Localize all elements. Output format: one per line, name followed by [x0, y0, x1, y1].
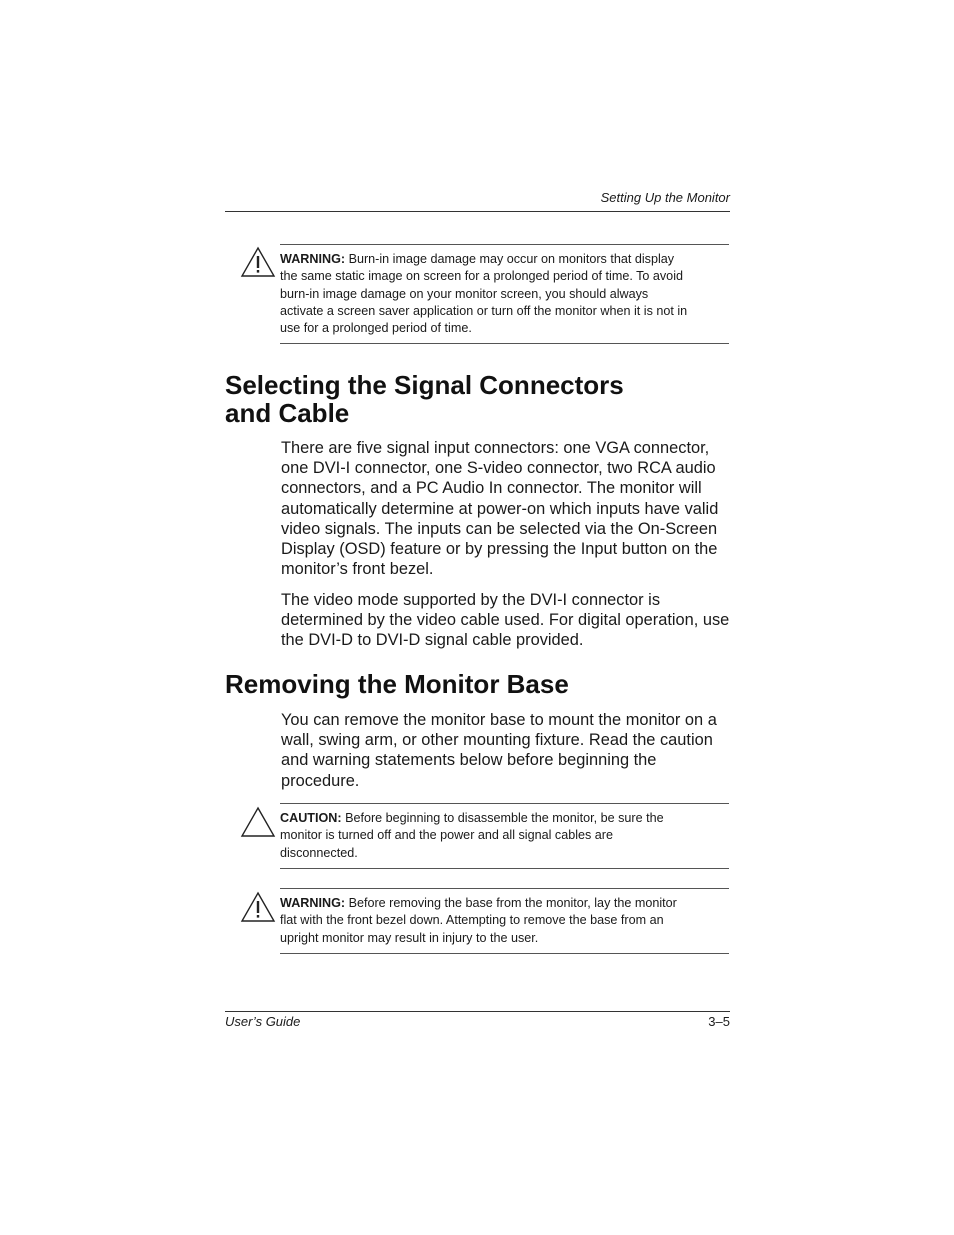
warning-icon: [240, 891, 276, 923]
warning-text: Before removing the base from the monitor, lay the monitor flat with the front bezel down. Attempting to remove the base from an upright monitor may result in injury to the user.: [280, 896, 677, 945]
footer-rule: [225, 1011, 730, 1012]
warning-note-burn-in: [280, 244, 729, 344]
footer-guide-title: User’s Guide: [225, 1014, 301, 1029]
warning-icon: [240, 246, 276, 278]
page-number: 3–5: [708, 1014, 730, 1029]
heading-line-2: and Cable: [225, 398, 350, 428]
section-heading-base: Removing the Monitor Base: [225, 669, 569, 699]
warning-label: WARNING:: [280, 252, 346, 266]
caution-label: CAUTION:: [280, 811, 342, 825]
base-paragraph-1: You can remove the monitor base to mount the monitor on a wall, swing arm, or other mounting fixture. Read the caution and warning statements below before beginning the procedure.: [281, 711, 717, 790]
caution-text: Before beginning to disassemble the monitor, be sure the monitor is turned off and the power and all signal cables are disconnected.: [280, 811, 664, 860]
running-head: Setting Up the Monitor: [600, 190, 730, 205]
signal-paragraph-1: There are five signal input connectors: one VGA connector, one DVI-I connector, one S-video connector, two RCA audio connectors, and a PC Audio In connector. The monitor will automatically determine at power-on which inputs have valid video signals. The inputs can be selected via the On-Screen Display (OSD) feature or by pressing the Input button on the monitor’s front bezel.: [281, 439, 719, 579]
header-rule: [225, 211, 730, 212]
warning-text: Burn-in image damage may occur on monitors that display the same static image on screen for a prolonged period of time. To avoid burn-in image damage on your monitor screen, you should always activate a screen saver application or turn off the monitor when it is not in use for a prolonged period of time.: [280, 252, 688, 336]
signal-paragraph-2: The video mode supported by the DVI-I connector is determined by the video cable used. For digital operation, use the DVI-D to DVI-D signal cable provided.: [281, 591, 730, 650]
section-heading-signal: [225, 371, 624, 427]
caution-note: [280, 803, 729, 869]
caution-icon: [240, 806, 276, 838]
warning-note-base-removal: [280, 888, 729, 954]
warning-label: WARNING:: [280, 896, 346, 910]
heading-line-1: Selecting the Signal Connectors: [225, 370, 624, 400]
